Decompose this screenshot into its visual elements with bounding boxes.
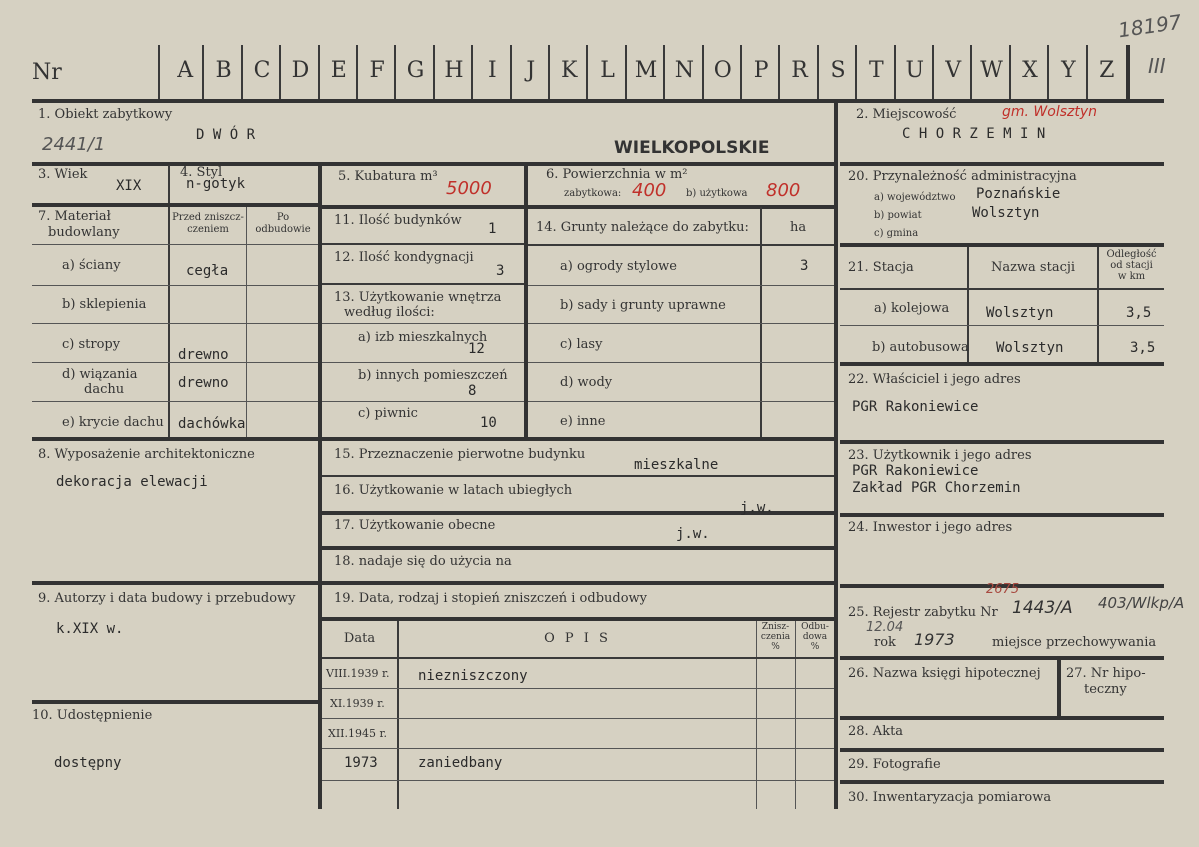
row-label: a) ogrody stylowe [560,259,677,274]
station-distance: 3,5 [1126,305,1152,321]
divider [528,244,834,246]
area-historic-value: 400 [632,180,667,201]
divider [840,656,1164,660]
divider [760,207,762,437]
row-label: a) ściany [62,258,121,273]
column-header: % [810,642,820,652]
field-label: 29. Fotografie [848,757,941,772]
divider [32,162,834,166]
divider [322,243,524,245]
divider [840,780,1164,784]
station-name: Wolsztyn [986,305,1054,321]
damage-desc: niezniszczony [418,668,528,684]
divider [840,288,1164,290]
nr-label: Nr [32,60,62,85]
index-letter: D [291,58,310,83]
divider [855,45,857,100]
divider [32,401,318,402]
divider [32,362,318,363]
divider [202,45,204,100]
index-letter: S [830,58,846,83]
damage-date: XI.1939 r. [330,697,385,710]
column-header: dowa [802,632,828,642]
other-rooms-value: 8 [468,383,477,399]
handwritten-number: 18197 [1116,9,1183,43]
divider [433,45,435,100]
field-label: 11. Ilość budynków [334,213,462,228]
field-label: a) województwo [874,192,956,203]
field-label: 8. Wyposażenie architektoniczne [38,447,255,462]
divider [625,45,627,100]
field-label: c) gmina [874,228,919,239]
index-letter: K [560,58,578,83]
field-label: 22. Właściciel i jego adres [848,372,1021,387]
divider [702,45,704,100]
column-header: od stacji [1110,260,1153,271]
field-label: 19. Data, rodzaj i stopień zniszczeń i odbudowy [334,591,648,606]
register-date-note: 12.04 [866,620,904,635]
field-label: 9. Autorzy i data budowy i przebudowy [38,591,296,606]
index-letter: U [905,58,925,83]
divider [510,45,512,100]
index-letter: L [600,58,615,83]
divider [322,748,834,749]
column-header: Znisz- [761,622,790,632]
land-value: 3 [800,258,809,274]
user-value: PGR Rakoniewice [852,463,979,479]
index-letter: W [980,58,1003,83]
divider [356,45,358,100]
divider [322,581,834,585]
column-header: Po [276,212,290,223]
divider [778,45,780,100]
index-letter: N [674,58,695,83]
index-letter: G [406,58,425,83]
column-header: Przed zniszcz- [172,212,244,223]
field-label: 30. Inwentaryzacja pomiarowa [848,790,1052,805]
divider [528,285,834,286]
field-label: budowlany [48,225,120,240]
index-letter: T [869,58,884,83]
index-letter: A [177,58,194,83]
row-label: c) lasy [560,337,603,352]
material-value: cegła [186,263,229,279]
index-letter: B [215,58,232,83]
age-value: XIX [116,178,142,194]
station-name: Wolsztyn [996,340,1064,356]
divider [817,45,819,100]
station-distance: 3,5 [1130,340,1156,356]
field-label: 18. nadaje się do użycia na [334,554,512,569]
field-label: zabytkowa: [564,188,622,199]
divider [840,716,1164,720]
divider [318,163,322,809]
index-letter: C [253,58,271,83]
divider [840,748,1164,752]
divider [394,45,396,100]
handwritten-mark: III [1148,54,1166,78]
register-extra: 403/Wlkp/A [1098,594,1185,612]
index-letter: Z [1099,58,1115,83]
row-label: d) wiązania [62,367,138,382]
column-header: czeniem [187,224,229,235]
row-label: e) inne [560,414,606,429]
divider [322,546,834,550]
row-label: e) krycie dachu [62,415,164,430]
field-label: 16. Użytkowanie w latach ubiegłych [334,483,573,498]
storeys-value: 3 [496,263,505,279]
field-label: miejsce przechowywania [992,635,1157,650]
material-value: drewno [178,375,229,391]
index-letter: X [1022,58,1038,83]
divider [322,401,524,402]
access-value: dostępny [54,755,122,771]
divider [241,45,243,100]
field-label: 5. Kubatura m³ [338,169,438,184]
past-use-value: j.w. [740,500,774,516]
register-year: 1973 [914,630,955,649]
buildings-value: 1 [488,221,497,237]
field-label: 10. Udostępnienie [32,708,153,723]
divider [322,205,834,209]
divider [322,780,834,781]
register-red-note: 2675 [986,582,1020,597]
column-header: odbudowie [255,224,311,235]
column-header: % [771,642,780,652]
divider [322,475,834,477]
divider [32,581,318,585]
field-label: 21. Stacja [848,260,914,275]
district-value: Wolsztyn [972,205,1040,221]
column-header: Nazwa stacji [990,260,1076,275]
divider [318,45,320,100]
style-value: n-gotyk [186,176,246,192]
locality-value: C H O R Z E M I N [902,126,1046,142]
column-header: Odległość [1106,249,1157,260]
field-label: 13. Użytkowanie wnętrza [334,290,502,305]
divider [471,45,473,100]
original-purpose-value: mieszkalne [634,457,719,473]
column-header: w km [1117,271,1146,282]
volume-value: 5000 [446,178,492,199]
index-letter: V [945,58,962,83]
divider [1047,45,1049,100]
equipment-value: dekoracja elewacji [56,474,208,490]
user-value: Zakład PGR Chorzemin [852,480,1021,496]
field-label: teczny [1084,682,1127,697]
unit-label: ha [790,220,807,235]
divider [246,207,247,437]
field-label: rok [874,635,896,650]
divider [32,323,318,324]
divider [834,99,838,809]
field-label: c) piwnic [358,406,418,421]
divider [740,45,742,100]
divider [322,362,524,363]
index-letter: O [713,58,732,83]
divider [32,437,834,441]
rooms-value: 12 [468,341,485,357]
area-usable-value: 800 [766,180,801,201]
divider [840,362,1164,366]
divider [322,283,524,285]
divider [548,45,550,100]
row-label: a) kolejowa [874,301,950,316]
field-label: 7. Materiał [38,209,111,224]
row-label: b) autobusowa [872,340,969,355]
red-annotation: gm. Wolsztyn [1002,104,1098,120]
divider [528,323,834,324]
column-header: Odbu- [801,622,829,632]
row-label: b) sady i grunty uprawne [560,298,726,313]
field-label: 14. Grunty należące do zabytku: [536,220,749,235]
divider [932,45,934,100]
divider [279,45,281,100]
divider [322,688,834,689]
divider [586,45,588,100]
field-label: 26. Nazwa księgi hipotecznej [848,666,1041,681]
divider [32,285,318,286]
divider [1126,45,1130,100]
divider [840,325,1164,326]
field-label: 28. Akta [848,724,904,739]
divider [32,700,318,704]
field-label: a) izb mieszkalnych [358,330,488,345]
field-label: 2. Miejscowość [856,107,957,122]
index-letter: I [488,58,497,83]
divider [840,440,1164,444]
field-label: 12. Ilość kondygnacji [334,250,474,265]
divider [32,99,1164,103]
damage-desc: zaniedbany [418,755,503,771]
index-letter: R [791,58,808,83]
object-value: D W Ó R [196,127,256,143]
divider [840,162,1164,166]
divider [1086,45,1088,100]
material-value: drewno [178,347,229,363]
column-header: O P I S [544,631,611,646]
row-label: d) wody [560,375,613,390]
divider [1009,45,1011,100]
field-label: 23. Użytkownik i jego adres [848,448,1032,463]
field-label: 25. Rejestr zabytku Nr [848,605,998,620]
field-label: 17. Użytkowanie obecne [334,518,496,533]
index-letter: E [330,58,347,83]
index-letter: P [753,58,769,83]
index-letter: H [444,58,464,83]
register-value: 1443/A [1012,598,1073,618]
authors-value: k.XIX w. [56,621,124,637]
field-label: 1. Obiekt zabytkowy [38,107,173,122]
index-letter: J [526,58,536,83]
cellars-value: 10 [480,415,497,431]
field-label: b) użytkowa [686,188,748,199]
field-label: 6. Powierzchnia w m² [546,167,688,182]
damage-date: 1973 [344,755,378,771]
divider [32,203,318,207]
field-label: 20. Przynależność administracyjna [848,169,1077,184]
field-label: b) powiat [874,210,922,221]
column-header: czenia [760,632,791,642]
field-label: 3. Wiek [38,167,88,182]
owner-value: PGR Rakoniewice [852,399,979,415]
divider [158,45,160,100]
divider [840,513,1164,517]
index-letter: M [634,58,658,83]
field-label: 24. Inwestor i jego adres [848,520,1013,535]
divider [322,657,834,659]
index-letter: F [369,58,385,83]
field-label: 4. Styl [180,165,223,180]
divider [322,323,524,324]
divider [528,401,834,402]
pencil-note: 2441/1 [42,134,106,155]
voivodeship-value: Poznańskie [976,186,1061,202]
current-use-value: j.w. [676,526,710,542]
damage-date: XII.1945 r. [328,727,388,740]
field-label: według ilości: [344,305,435,320]
row-label: dachu [84,382,125,397]
divider [894,45,896,100]
divider [663,45,665,100]
divider [528,362,834,363]
damage-date: VIII.1939 r. [326,667,390,680]
index-letter: Y [1061,58,1076,83]
divider [1057,660,1061,716]
field-label: b) innych pomieszczeń [358,368,508,383]
field-label: 27. Nr hipo- [1066,666,1146,681]
row-label: c) stropy [62,337,121,352]
divider [840,243,1164,247]
divider [32,244,318,245]
divider [970,45,972,100]
row-label: b) sklepienia [62,297,147,312]
region-stamp: WIELKOPOLSKIE [614,138,770,158]
material-value: dachówka [178,416,246,432]
column-header: Data [343,631,376,646]
divider [322,718,834,719]
field-label: 15. Przeznaczenie pierwotne budynku [334,447,586,462]
